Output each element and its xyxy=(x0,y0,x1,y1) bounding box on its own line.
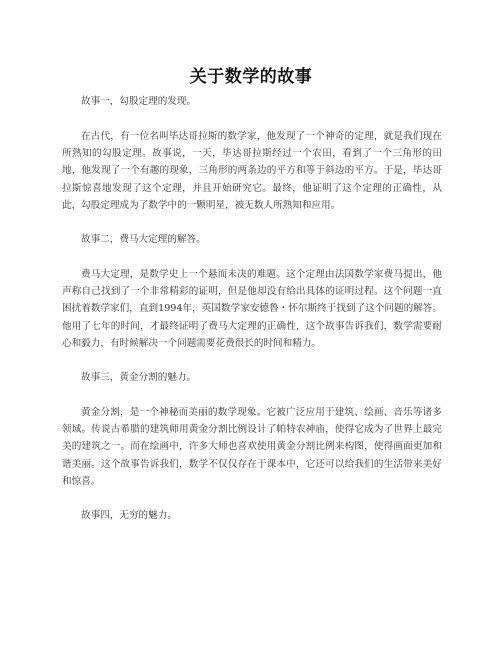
section-heading-2: 故事二，费马大定理的解答。 xyxy=(81,234,206,246)
section-heading-3: 故事三，黄金分割的魅力。 xyxy=(81,372,197,384)
section-heading-1: 故事一，勾股定理的发现。 xyxy=(81,96,197,107)
document-body xyxy=(62,94,442,542)
section-paragraph-1: 在古代，有一位名叫毕达哥拉斯的数学家，他发现了一个神奇的定理，就是我们现在所熟知的勾股定理。故事说，一天，毕达哥拉斯经过一个农田，看到了一个三角形的田地，他发现了一个有趣的现象，三角形的两条边的平方和等于斜边的平方。于是，毕达哥拉斯惊喜地发现了这个定理，并且开始研究它。最终，他证明了这个定理的正确性，从此，勾股定理成为了数学中的一颗明星，被无数人所熟知和应用。 xyxy=(62,131,442,211)
section-paragraph-3: 黄金分割，是一个神秘而美丽的数学现象。它被广泛应用于建筑、绘画、音乐等诸多领域。传说古希腊的建筑师用黄金分割比例设计了帕特农神庙，使得它成为了世界上最完美的建筑之一。而在绘画中，许多大师也喜欢使用黄金分割比例来构图，使得画面更加和谐美丽。这个故事告诉我们，数学不仅仅存在于课本中，它还可以给我们的生活带来美好和惊喜。 xyxy=(62,407,442,487)
document-title: 关于数学的故事 xyxy=(189,67,313,87)
section-heading-4: 故事四，无穷的魅力。 xyxy=(81,510,177,522)
section-paragraph-2: 费马大定理，是数学史上一个悬而未决的难题。这个定理由法国数学家费马提出，他声称自己找到了一个非常精彩的证明，但是他却没有给出具体的证明过程。这个问题一直困扰着数学家们，直到1994年，英国数学家安德鲁・怀尔斯终于找到了这个问题的解答。他用了七年的时间，才最终证明了费马大定理的正确性，这个故事告诉我们，数学需要耐心和毅力，有时候解决一个问题需要花费很长的时间和精力。 xyxy=(62,269,442,349)
